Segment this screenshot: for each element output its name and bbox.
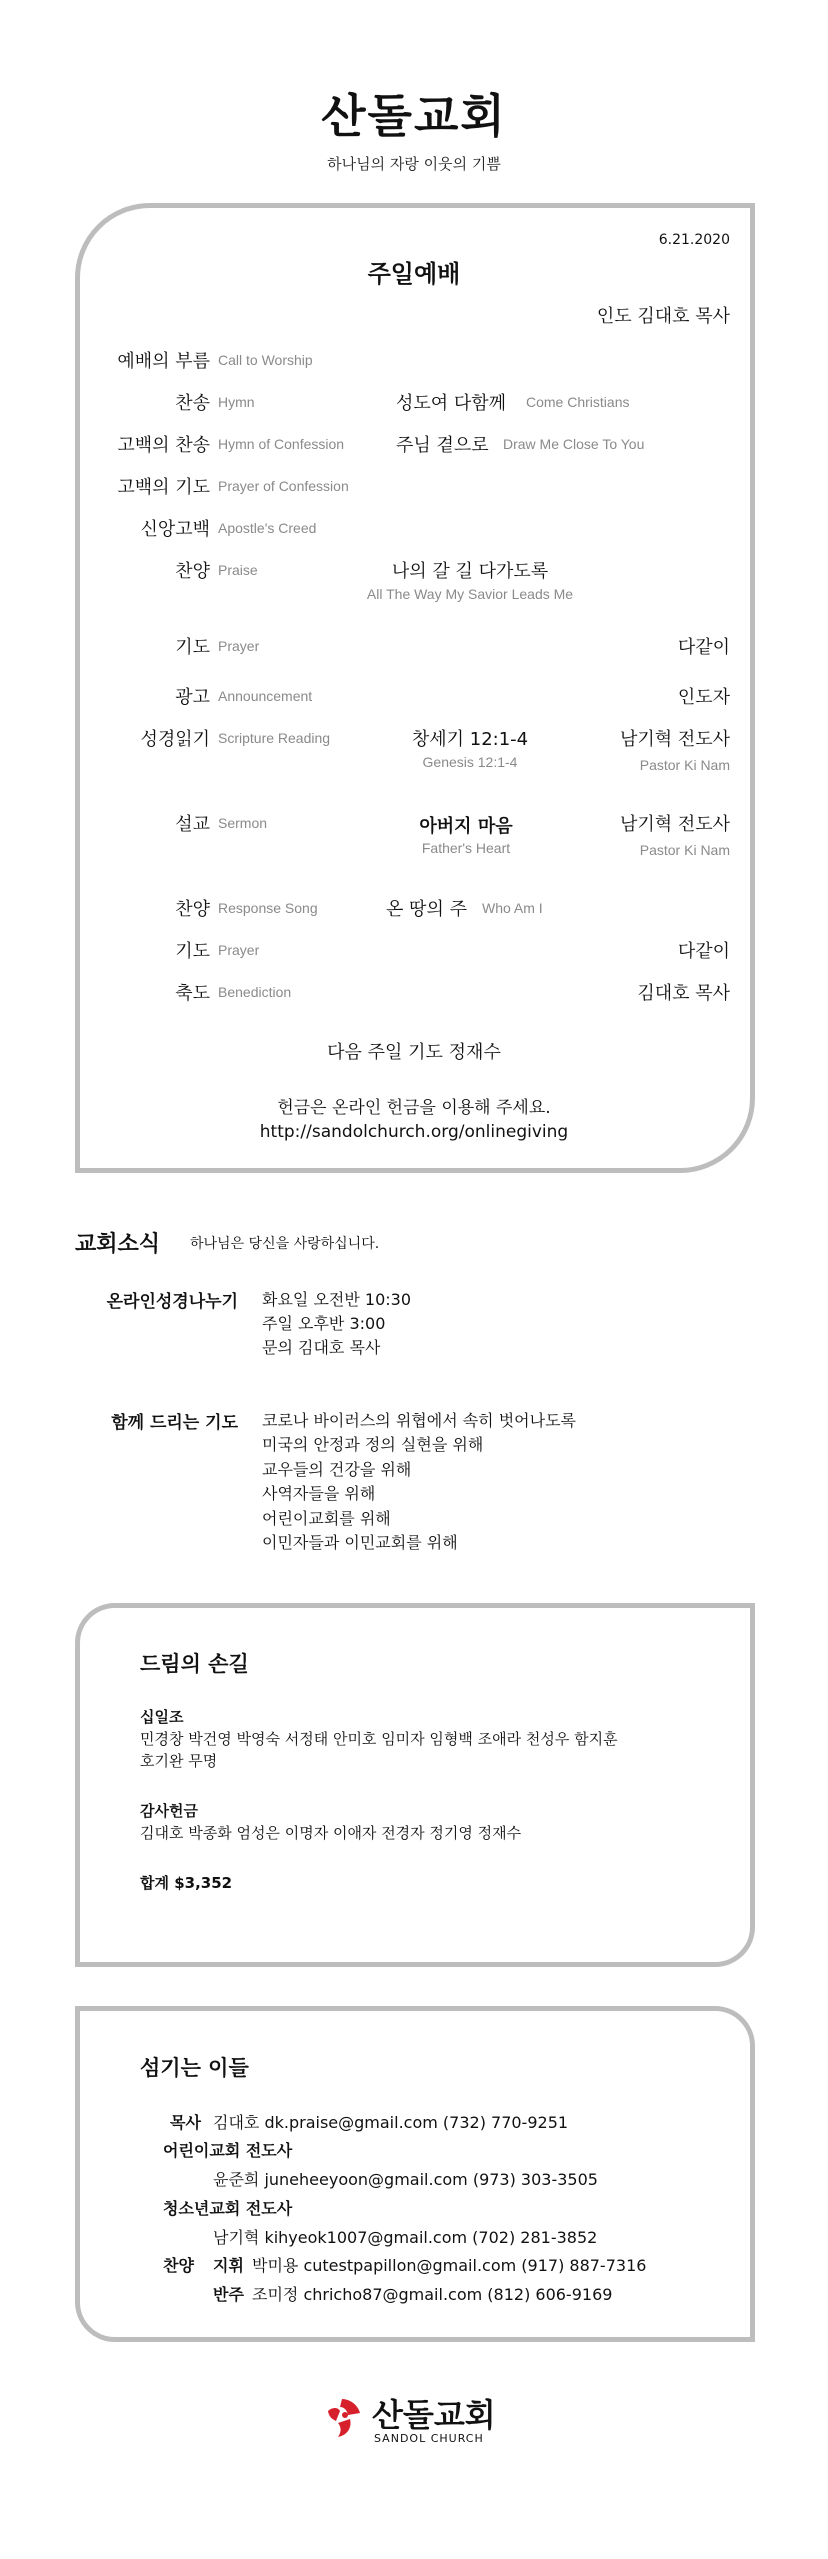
confession-hymn-song-en: Draw Me Close To You bbox=[503, 436, 645, 452]
bible-study-line: 문의 김대호 목사 bbox=[262, 1338, 381, 1357]
sermon-title-en: Father's Heart bbox=[421, 840, 511, 856]
scripture-ref-en: Genesis 12:1-4 bbox=[422, 754, 518, 770]
footer-logo-en: SANDOL CHURCH bbox=[374, 2432, 484, 2445]
response-song-en: Response Song bbox=[218, 900, 318, 916]
prayer-item: 교우들의 건강을 위해 bbox=[262, 1459, 412, 1479]
prayer-item: 사역자들을 위해 bbox=[262, 1484, 376, 1504]
response-song-kr: 온 땅의 주 bbox=[386, 899, 467, 920]
bible-study-line: 화요일 오전반 10:30 bbox=[262, 1290, 412, 1309]
scripture-reader-kr: 남기혁 전도사 bbox=[619, 729, 730, 750]
worship-title: 주일예배 bbox=[367, 260, 461, 288]
benediction-label: 축도 bbox=[175, 983, 210, 1004]
news-title: 교회소식 bbox=[75, 1232, 161, 1257]
hymn-song-kr: 성도여 다함께 bbox=[396, 393, 507, 414]
benediction-en: Benediction bbox=[218, 984, 292, 1000]
thanks-offering-label: 감사헌금 bbox=[140, 1802, 198, 1820]
confession-prayer-label: 고백의 기도 bbox=[117, 477, 210, 498]
worship-leader: 인도 김대호 목사 bbox=[596, 306, 730, 327]
prayer1-en: Prayer bbox=[218, 638, 260, 654]
response-song-title-en: Who Am I bbox=[482, 900, 543, 916]
call-to-worship-en: Call to Worship bbox=[218, 352, 313, 368]
prayer1-label: 기도 bbox=[175, 637, 210, 658]
conductor-info: 박미용 cutestpapillon@gmail.com (917) 887-7316 bbox=[252, 2256, 647, 2275]
offering-total: 합계 $3,352 bbox=[140, 1874, 233, 1892]
praise-song-kr: 나의 갈 길 다가도록 bbox=[391, 561, 549, 582]
prayer2-who: 다같이 bbox=[677, 941, 730, 962]
tithe-label: 십일조 bbox=[140, 1708, 184, 1726]
scripture-ref-kr: 창세기 12:1-4 bbox=[411, 729, 529, 750]
hymn-label: 찬송 bbox=[175, 393, 210, 414]
call-to-worship-label: 예배의 부름 bbox=[117, 351, 210, 372]
online-giving-link[interactable]: http://sandolchurch.org/onlinegiving bbox=[259, 1122, 569, 1142]
news-subtitle: 하나님은 당신을 사랑하십니다. bbox=[190, 1236, 380, 1252]
announcement-en: Announcement bbox=[218, 688, 313, 704]
youth-minister-label: 청소년교회 전도사 bbox=[163, 2199, 293, 2218]
prayer-item: 코로나 바이러스의 위협에서 속히 벗어나도록 bbox=[262, 1411, 577, 1430]
prayer-item: 미국의 안정과 정의 실현을 위해 bbox=[262, 1435, 484, 1455]
sermon-title-kr: 아버지 마음 bbox=[419, 816, 513, 837]
announcement-who: 인도자 bbox=[677, 687, 730, 708]
prayer-item: 어린이교회를 위해 bbox=[262, 1508, 391, 1528]
church-logo-icon bbox=[322, 2395, 366, 2439]
bible-study-label: 온라인성경나누기 bbox=[106, 1292, 238, 1312]
pastor-info: 김대호 dk.praise@gmail.com (732) 770-9251 bbox=[213, 2113, 569, 2132]
benediction-who: 김대호 목사 bbox=[637, 983, 730, 1004]
offering-note: 헌금은 온라인 헌금을 이용해 주세요. bbox=[277, 1098, 551, 1118]
response-song-label: 찬양 bbox=[175, 899, 210, 920]
creed-en: Apostle's Creed bbox=[218, 520, 317, 536]
church-slogan: 하나님의 자랑 이웃의 기쁨 bbox=[327, 155, 501, 173]
bible-study-line: 주일 오후반 3:00 bbox=[262, 1314, 386, 1333]
bible-study-lines bbox=[262, 1288, 411, 1360]
hymn-song-en: Come Christians bbox=[526, 394, 630, 410]
creed-label: 신앙고백 bbox=[140, 519, 210, 540]
church-name: 산돌교회 bbox=[321, 89, 507, 143]
confession-hymn-label: 고백의 찬송 bbox=[117, 435, 210, 456]
praise-song-en: All The Way My Savior Leads Me bbox=[366, 586, 574, 602]
footer-logo-kr: 산돌교회 bbox=[372, 2396, 496, 2434]
thanks-offering-names: 김대호 박종화 엄성은 이명자 이애자 전경자 정기영 정재수 bbox=[140, 1824, 522, 1842]
next-week-prayer: 다음 주일 기도 정재수 bbox=[327, 1042, 501, 1063]
confession-hymn-song-kr: 주님 곁으로 bbox=[396, 435, 489, 456]
prayer1-who: 다같이 bbox=[677, 637, 730, 658]
sermon-preacher-kr: 남기혁 전도사 bbox=[619, 814, 730, 835]
accompanist-info: 조미정 chricho87@gmail.com (812) 606-9169 bbox=[252, 2285, 613, 2304]
youth-minister-info: 남기혁 kihyeok1007@gmail.com (702) 281-3852 bbox=[213, 2228, 598, 2247]
prayer-item: 이민자들과 이민교회를 위해 bbox=[262, 1533, 458, 1553]
confession-hymn-en: Hymn of Confession bbox=[218, 436, 345, 452]
prayer2-en: Prayer bbox=[218, 942, 260, 958]
prayer-list bbox=[262, 1409, 576, 1555]
accompanist-label: 반주 bbox=[213, 2285, 244, 2304]
prayer-list-label: 함께 드리는 기도 bbox=[111, 1413, 238, 1433]
worship-date: 6.21.2020 bbox=[658, 232, 730, 248]
praise-team-label: 찬양 bbox=[163, 2256, 194, 2275]
sermon-label: 설교 bbox=[175, 814, 210, 835]
tithe-names-line2: 호기완 무명 bbox=[140, 1752, 218, 1770]
scripture-en: Scripture Reading bbox=[218, 730, 331, 746]
prayer2-label: 기도 bbox=[175, 941, 210, 962]
servants-title: 섬기는 이들 bbox=[140, 2056, 249, 2080]
children-minister-info: 윤준희 juneheeyoon@gmail.com (973) 303-3505 bbox=[213, 2170, 598, 2189]
pastor-label: 목사 bbox=[170, 2113, 201, 2132]
children-minister-label: 어린이교회 전도사 bbox=[163, 2141, 293, 2160]
offering-title: 드림의 손길 bbox=[140, 1652, 249, 1676]
hymn-en: Hymn bbox=[218, 394, 255, 410]
scripture-reader-en: Pastor Ki Nam bbox=[639, 757, 730, 773]
sermon-en: Sermon bbox=[218, 815, 268, 831]
sermon-preacher-en: Pastor Ki Nam bbox=[639, 842, 730, 858]
scripture-label: 성경읽기 bbox=[140, 729, 210, 750]
tithe-names-line1: 민경창 박건영 박영숙 서정태 안미호 임미자 임형백 조애라 천성우 함지훈 bbox=[140, 1730, 618, 1748]
confession-prayer-en: Prayer of Confession bbox=[218, 478, 349, 494]
conductor-label: 지휘 bbox=[213, 2256, 244, 2275]
announcement-label: 광고 bbox=[175, 687, 210, 708]
praise-en: Praise bbox=[218, 562, 258, 578]
praise-label: 찬양 bbox=[175, 561, 210, 582]
